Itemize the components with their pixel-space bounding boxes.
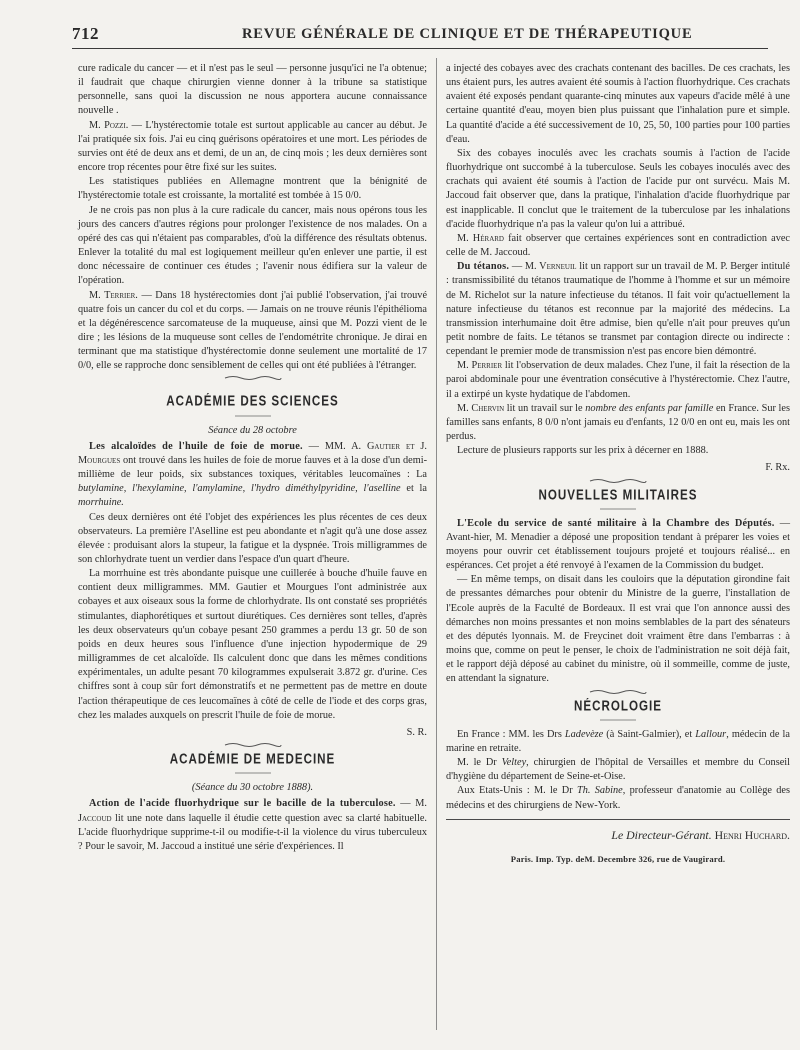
right-column [446, 62, 790, 866]
section-ornament [233, 413, 273, 419]
person-name: Lallour [695, 728, 727, 740]
paragraph-text: fait observer que certaines expériences sont en contradiction avec celle de M. Jaccoud. [446, 232, 790, 259]
speaker-name: — M. Verneuil [509, 261, 577, 273]
paragraph [446, 232, 790, 260]
person-name: Veltey [501, 757, 527, 769]
paragraph-text: lit un travail sur le [504, 402, 586, 414]
paragraph: Ces deux dernières ont été l'objet des expériences les plus récentes de ces deux observateurs. La première l'Aselline est peu abondante et n'agit qu'à une dose assez élevée : produisant alors la stupeur, la fatigue et la dyspnée. Trois milligrammes de son chlorhydrate tuent un verdier dans l'espace d'un quart d'heure. [78, 511, 427, 565]
column-divider [436, 58, 437, 1030]
section-ornament [588, 689, 648, 695]
paragraph [78, 119, 427, 176]
section-ornament [598, 506, 638, 512]
speaker-name: M. Terrier. [89, 289, 138, 301]
section-ornament [598, 717, 638, 723]
paragraph-text: et la [400, 483, 427, 495]
paragraph-text: — Avant-hier, M. Menadier a déposé une proposition tendant à préparer les voies et moyens pour ouvrir cet établissement toujours projeté et toujours réalisé... en espérances. Cet projet a été renvoyé à l'examen de la Commission du budget. [446, 517, 790, 572]
signature: S. R. [406, 726, 427, 738]
paragraph: La morrhuine est très abondante puisque une cuillerée à bouche d'huile fauve en contient deux milligrammes. MM. Gautier et Mourgues l'ont administrée aux cobayes et aux oiseaux sous la forme de chlorhydrate. Ils ont constaté ses propriétés stimulantes, diaphorétiques et surtout diurétiques. Ces dernières sont telles, d'après les deux observateurs qu'un cobaye pesant 250 grammes a perdu 13 gr. 50 de son poids en deux heures sous l'influence d'une injection hypodermique de 29 milligrammes de cet alcaloïde. Ils calculent donc que dans les mêmes conditions expérimentales, un adulte pesant 70 kilogrammes expulserait 3.872 gr. d'urine. Ces chiffres sont à coup sûr fort démonstratifs et ne permettent pas de mettre en doute l'action thérapeutique de ces leucomaïnes à côté de celle de l'iode et des corps gras, chez les malades auxquels on prescrit l'huile de foie de morue. [78, 568, 427, 721]
page-number: 712 [72, 24, 99, 43]
paragraph [78, 440, 427, 511]
section-heading: NÉCROLOGIE [574, 697, 662, 715]
paragraph [78, 797, 427, 854]
paragraph: Lecture de plusieurs rapports sur les prix à décerner en 1888. [457, 445, 709, 457]
session-date: (Séance du 30 octobre 1888). [191, 782, 314, 794]
paragraph-text: (à Saint-Galmier), et [603, 728, 696, 740]
paragraph: cure radicale du cancer — et il n'est pas le seul — personne jusqu'ici ne l'a obtenue; il faudrait que chaque chirurgien vienne donner à la tribune sa statistique personnelle, sans quoi la discussion ne nous apportera aucune connaissance nouvelle . [78, 63, 427, 117]
paragraph-text: — L'hystérectomie totale est surtout applicable au cancer au début. Je l'ai pratiquée six fois. J'ai eu cinq guérisons opératoires et une mort. Les périodes de survies ont été de deux ans et demi, de un an, de cinq mois ; les deux dernières sont encore trop récentes pour être fixé sur les suites. [78, 119, 427, 174]
substance-list: butylamine, l'hexylamine, l'amylamine, l'hydro diméthylpyridine, l'aselline [78, 483, 401, 495]
speaker-name: M. Pozzi. [89, 119, 129, 131]
article-title: L'Ecole du service de santé militaire à la Chambre des Députés. [457, 517, 775, 529]
speaker-name: — M. Jaccoud [78, 798, 427, 824]
paragraph: a injecté des cobayes avec des crachats contenant des bacilles. De ces crachats, les uns étaient purs, les autres avaient été soumis à l'action fluorhydrique. Ces crachats avaient été exposés pendant quarante-cinq minutes aux vapeurs d'acide mêlé à une certaine quantité d'eau, moyen bien plus puissant que l'inhalation pure et simple. La quantité d'acide a été successivement de 10, 25, 50, 100 parties pour 100 parties d'eau. [446, 63, 790, 145]
person-name: Ladevèze [564, 728, 604, 740]
paragraph: Six des cobayes inoculés avec les crachats soumis à l'action de l'acide fluorhydrique ont succombé à la tuberculose. Seuls les cobayes inoculés avec des crachats qui avaient été soumis à l'action de l'acide pur ont survécu. Mais M. Jaccoud fait observer que, dans la pratique, l'inhalation d'acide fluorhydrique par est inapplicable. Il conclut que le traitement de la tuberculose par les inhalations d'acide fluorhydrique n'a pas la valeur qu'on lui a attribué. [446, 147, 790, 230]
director-name: Henri Huchard. [711, 827, 790, 842]
paragraph-text: , médecin de la marine en retraite. [446, 728, 790, 754]
paragraph-text: en France. Sur les familles sans enfants, 8 0/0 n'ont jamais eu d'enfants, 12 0/0 en ont eu, mais les ont perdus. [446, 402, 790, 443]
session-date: Séance du 28 octobre [208, 424, 297, 436]
work-title: nombre des enfants par famille [585, 402, 714, 414]
paragraph-text: lit une note dans laquelle il étudie cette question avec sa clarté habituelle. L'acide fluorhydrique supprime-t-il ou modifie-t-il la violence du virus tuberculeux ? Pour le savoir, M. Jaccoud a institué une série d'expériences. Il [78, 812, 427, 852]
running-head [72, 24, 768, 49]
speaker-name: M. Chervin [457, 402, 505, 414]
obituary-entry [446, 728, 790, 756]
paragraph [446, 402, 790, 444]
speaker-name: M. Hérard [457, 232, 504, 244]
paragraph-text: — Dans 18 hystérectomies dont j'ai publié l'observation, j'ai trouvé quatre fois un cancer du col et du corps. — Jamais on ne trouve réunis l'épithélioma et la dégénérescence sarcomateuse de la muqueuse, ainsi que M. Pozzi vient de le dire ; les lésions de la muqueuse sont celles de l'endométrite chronique. Je dirai en terminant que ma statistique d'hystérectomie donne seulement une mortalité de 17 0/0, elle se rapproche donc sensiblement de celles qui ont été publiées à l'étranger. [78, 289, 428, 372]
paragraph: Je ne crois pas non plus à la cure radicale du cancer, mais nous opérons tous les jours des cancers d'autres régions pour prolonger l'existence de nos malades. On a opéré des cas qui n'étaient pas comparables, d'où la différence des résultats obtenus. Enlever la totalité du mal est logiquement meilleur qu'en enlever une partie, il est donc nécessaire de continuer ces études ; l'avenir nous édifiera sur la valeur de l'opération. [78, 204, 427, 287]
paragraph [446, 359, 790, 401]
section-heading: ACADÉMIE DE MEDECINE [169, 751, 336, 768]
article-title: Les alcaloïdes de l'huile de foie de morue. [89, 440, 303, 452]
paragraph-text: lit l'observation de deux malades. Chez l'une, il fait la résection de la paroi abdominale pour une éventration consécutive à l'hystérectomie. Chez l'autre, il a extirpé un kyste hydatique de l'abdomen. [446, 360, 791, 400]
director-label: Le Directeur-Gérant. [611, 827, 712, 842]
substance-name: morrhuine. [78, 497, 124, 509]
speaker-name: M. Perrier [457, 360, 503, 372]
section-heading: NOUVELLES MILITAIRES [538, 486, 698, 504]
paragraph: — En même temps, on disait dans les couloirs que la députation girondine fait de pressantes démarches pour obtenir du Ministre de la guerre, l'installation de l'Ecole auprès de la Faculté de Bordeaux. Il est vrai que l'on annonce aussi des démarches non moins pressantes et non moins semblables de la part des sénateurs et des députés lyonnais. M. de Freycinet doit vraiment être dans l'embarras : à moins que, comme on peut le penser, le choix de l'administration ne soit déjà fait, et le rapport déjà déposé au cabinet du ministre, où il sommeille, comme de juste, en attendant la signature. [446, 574, 790, 685]
paragraph [78, 289, 427, 374]
article-title: Action de l'acide fluorhydrique sur le bacille de la tuberculose. [89, 798, 396, 810]
paragraph-text: M. le Dr [457, 757, 502, 769]
journal-title: REVUE GÉNÉRALE DE CLINIQUE ET DE THÉRAPEUTIQUE [242, 26, 693, 42]
director-signature [446, 828, 790, 842]
paragraph-text: , professeur d'anatomie au Collège des médecins et des chirurgiens de New-York. [446, 785, 790, 811]
paragraph-text: Aux Etats-Unis : M. le Dr [457, 785, 577, 797]
article-title: Du tétanos. [457, 261, 510, 273]
obituary-entry [446, 756, 790, 784]
paragraph [446, 260, 790, 359]
section-ornament [223, 742, 283, 748]
paragraph [446, 517, 790, 574]
section-ornament [233, 770, 273, 776]
printer-imprint: Paris. Imp. Typ. deM. Decembre 326, rue de Vaugirard. [510, 853, 726, 864]
paragraph-text: ont trouvé dans les huiles de foie de morue fauves et à la dose d'un demi-millième de leur poids, six substances toxiques, véritables leucomaïnes : La [78, 454, 427, 481]
signature: F. Rx. [765, 462, 790, 474]
paragraph-text: lit un rapport sur un travail de M. P. Berger intitulé : transmissibilité du tétanos traumatique de l'homme à l'homme et sur un mémoire de M. Richelot sur la nature infectieuse du tétanos. Il fait voir qu'actuellement la nature infectieuse du tétanos est reconnue par la majorité des médecins. La transmission interhumaine doit être admise, bien qu'elle n'ait pour preuves qu'un petit nombre de faits. Le tétanos se transmet par contagion directe ou indirecte : cependant le premier mode de transmission n'est pas encore bien démontré. [446, 261, 790, 358]
paragraph-text: , chirurgien de l'hôpital de Versailles et membre du Conseil d'hygiène du département de Seine-et-Oise. [446, 757, 790, 783]
left-column [78, 62, 427, 854]
paragraph: Les statistiques publiées en Allemagne montrent que la bénignité de l'hystérectomie totale est croissante, la mortalité est tombée à 15 0/0. [78, 176, 427, 202]
person-name: Th. Sabine [576, 785, 623, 797]
author-names: — MM. A. Gautier et J. Mourgues [78, 440, 427, 466]
section-ornament [223, 375, 283, 381]
section-ornament [588, 478, 648, 484]
obituary-entry [446, 784, 790, 812]
paragraph-text: En France : MM. les Drs [457, 728, 565, 740]
footer-rule [446, 819, 790, 820]
section-heading: ACADÉMIE DES SCIENCES [166, 393, 339, 410]
